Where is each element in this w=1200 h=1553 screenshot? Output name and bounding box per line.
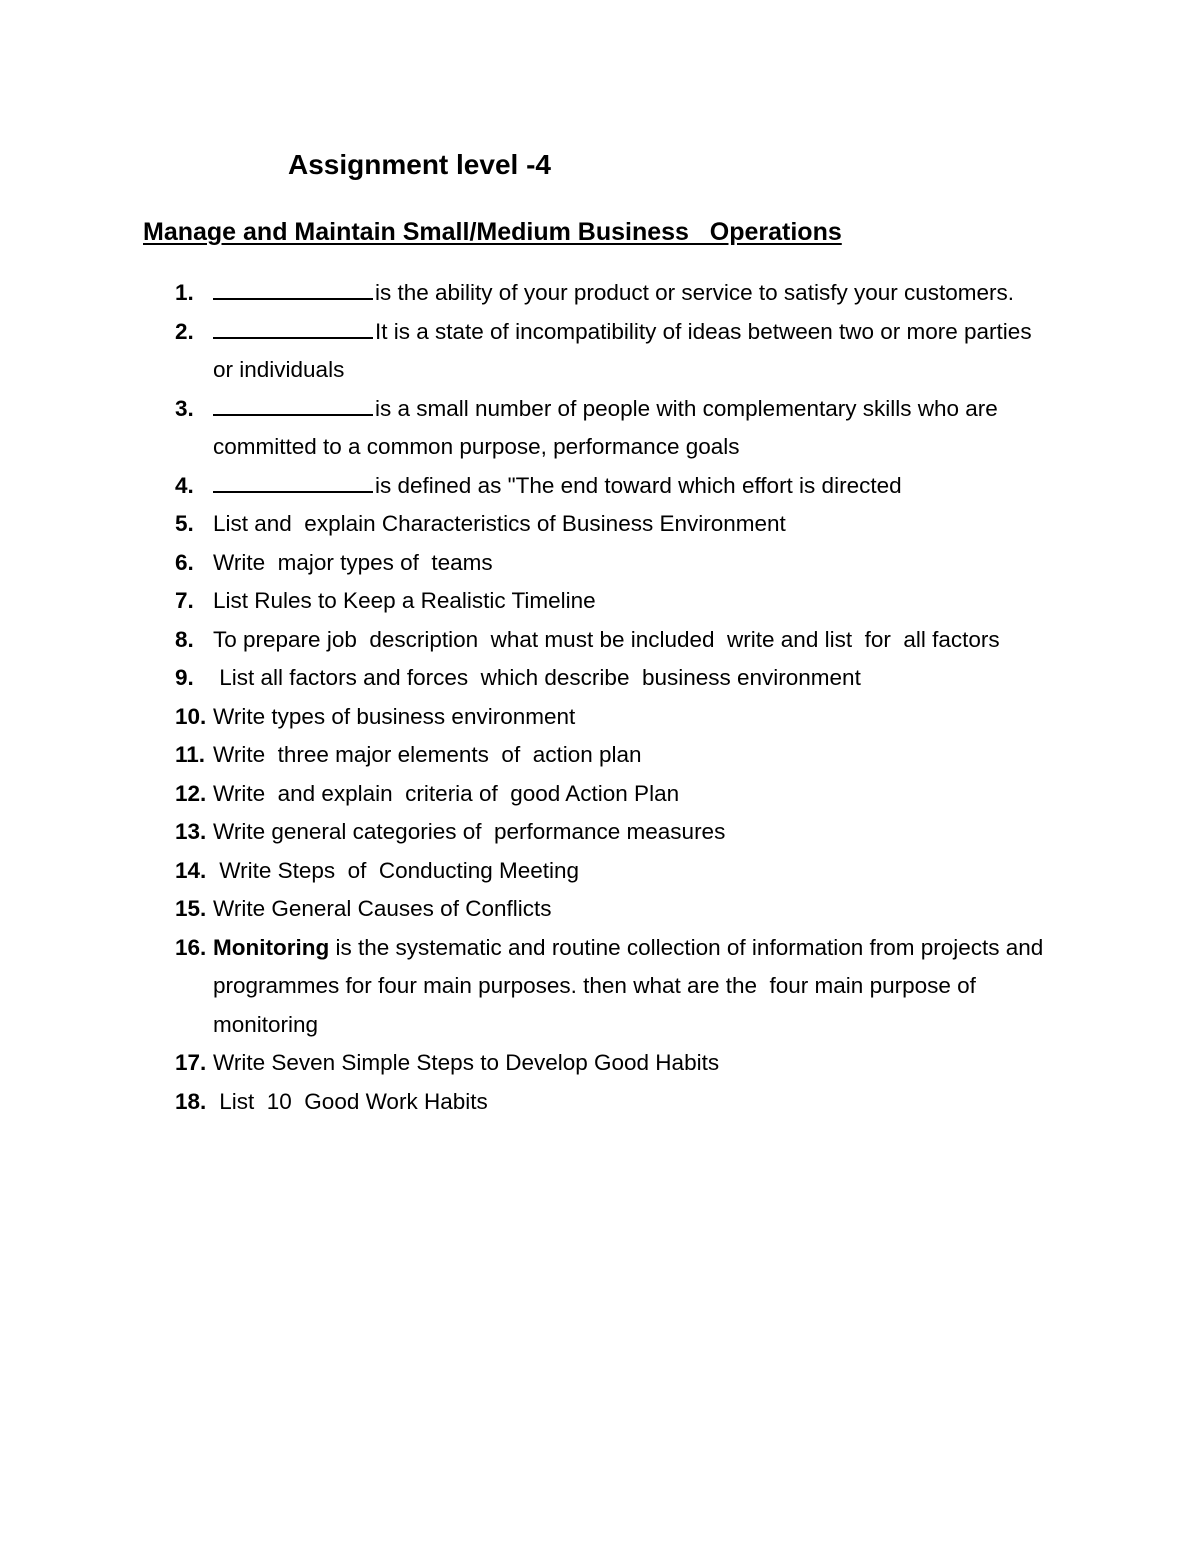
- question-item: [175, 929, 1055, 1045]
- question-number: 17.: [175, 1050, 207, 1075]
- answer-blank: [213, 315, 373, 339]
- question-item: [175, 890, 1055, 929]
- question-number: 1.: [175, 280, 194, 305]
- question-item: [175, 775, 1055, 814]
- question-number: 5.: [175, 511, 194, 536]
- question-text-wrapper: [213, 274, 1055, 313]
- question-number: 4.: [175, 472, 194, 498]
- question-number: 15.: [175, 896, 207, 921]
- question-text: Write Seven Simple Steps to Develop Good Habits: [213, 1050, 720, 1075]
- question-text: It is a state of incompatibility of ideas between two or more parties or individuals: [213, 318, 1038, 382]
- question-text: Write major types of teams: [213, 549, 493, 575]
- answer-blank: [213, 469, 373, 493]
- question-item: [175, 274, 1055, 313]
- question-item: [175, 736, 1055, 775]
- question-item: [175, 621, 1055, 660]
- question-item: [175, 582, 1055, 621]
- question-number: 10.: [175, 703, 207, 729]
- question-text: is the systematic and routine collection of information from projects and programmes for four main purposes. then what are the four main purpose of monitoring: [213, 934, 1050, 1037]
- question-number: 9.: [175, 665, 194, 690]
- question-list: [175, 274, 1055, 1121]
- question-number: 18.: [175, 1088, 207, 1114]
- question-item: [175, 505, 1055, 544]
- question-text: To prepare job description what must be included write and list for all factors: [213, 626, 1000, 652]
- question-text-wrapper: [213, 313, 1055, 390]
- question-text: Write General Causes of Conflicts: [213, 896, 552, 921]
- question-text: List 10 Good Work Habits: [213, 1088, 488, 1114]
- question-item: [175, 1044, 1055, 1083]
- question-number: 2.: [175, 318, 194, 344]
- question-text: Write Steps of Conducting Meeting: [213, 857, 580, 883]
- question-item: [175, 813, 1055, 852]
- question-text: is defined as "The end toward which effort is directed: [375, 472, 902, 498]
- question-number: 3.: [175, 395, 194, 421]
- question-text: List Rules to Keep a Realistic Timeline: [213, 588, 596, 613]
- question-text: Write and explain criteria of good Action Plan: [213, 780, 680, 806]
- question-text: Write three major elements of action plan: [213, 742, 642, 767]
- question-item: [175, 467, 1055, 506]
- question-bold-term: Monitoring: [213, 934, 330, 960]
- question-number: 8.: [175, 626, 194, 652]
- question-number: 11.: [175, 742, 206, 767]
- assignment-title: Assignment level -4: [288, 149, 551, 180]
- question-number: 12.: [175, 780, 207, 806]
- question-text: Write types of business environment: [213, 703, 576, 729]
- question-text-wrapper: [213, 390, 1055, 467]
- question-text: List and explain Characteristics of Business Environment: [213, 511, 786, 536]
- question-number: 13.: [175, 819, 207, 844]
- course-subtitle: Manage and Maintain Small/Medium Business Operations: [143, 218, 842, 246]
- question-item: [175, 698, 1055, 737]
- question-item: [175, 390, 1055, 467]
- answer-blank: [213, 276, 373, 300]
- answer-blank: [213, 392, 373, 416]
- question-text: List all factors and forces which describe business environment: [213, 665, 861, 690]
- question-text: is the ability of your product or service to satisfy your customers.: [375, 280, 1014, 305]
- question-item: [175, 544, 1055, 583]
- question-item: [175, 1083, 1055, 1122]
- question-item: [175, 313, 1055, 390]
- question-text: is a small number of people with complementary skills who are committed to a common purpose, performance goals: [213, 395, 1005, 459]
- question-text-wrapper: [213, 929, 1055, 1045]
- question-number: 7.: [175, 588, 194, 613]
- question-number: 16.: [175, 934, 207, 960]
- question-item: [175, 659, 1055, 698]
- question-number: 14.: [175, 857, 207, 883]
- question-text-wrapper: [213, 467, 1055, 506]
- question-item: [175, 852, 1055, 891]
- question-number: 6.: [175, 549, 194, 575]
- question-text: Write general categories of performance measures: [213, 819, 726, 844]
